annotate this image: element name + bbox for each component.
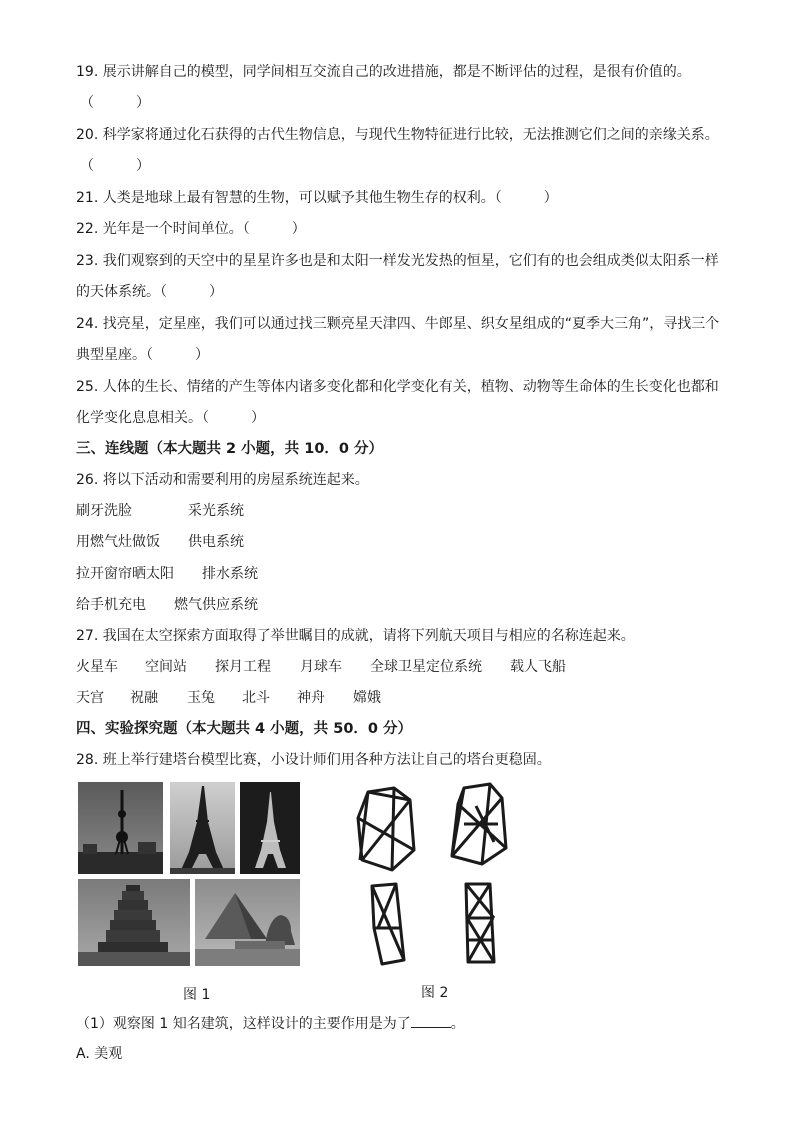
q26-activity: 给手机充电 [76,597,146,613]
q27-names-row [76,688,381,708]
q27-project: 月球车 [300,659,342,675]
section-3-heading: 三、连线题（本大题共 2 小题，共 10．0 分） [76,441,384,457]
question-21: 21. 人类是地球上最有智慧的生物，可以赋予其他生物生存的权利。（ ） [76,190,558,206]
q27-name: 嫦娥 [353,690,381,706]
q26-pair-row [76,564,258,584]
q27-project: 载人飞船 [510,659,566,675]
q27-name: 北斗 [242,690,270,706]
q27-name: 祝融 [130,690,158,706]
photo-tower-night [240,782,300,874]
q27-project: 全球卫星定位系统 [370,659,482,675]
photo-pagoda [78,879,190,966]
photo-eiffel-tower [170,782,235,874]
q26-activity: 用燃气灶做饭 [76,534,160,550]
question-19-answer-paren: （ ） [80,95,150,111]
q26-activity: 刷牙洗脸 [76,503,132,519]
figure-2-caption: 图 2 [421,985,449,1001]
q27-project: 火星车 [76,659,118,675]
figure-2-tower-frames [348,778,518,968]
q28-sub1-end: 。 [450,1016,465,1032]
q26-system: 供电系统 [188,534,244,550]
question-24: 24. 找亮星，定星座，我们可以通过找三颗亮星天津四、牛郎星、织女星组成的“夏季大三角”，寻找三个 [76,316,720,332]
photo-pyramid-sphinx [195,879,300,966]
q27-name: 神舟 [297,690,325,706]
answer-blank[interactable] [411,1013,451,1028]
q26-system: 燃气供应系统 [174,597,258,613]
question-23: 23. 我们观察到的天空中的星星许多也是和太阳一样发光发热的恒星，它们有的也会组成类似太阳系一样 [76,253,719,269]
q26-pair-row [76,501,244,521]
q26-pair-row [76,595,258,615]
question-25-continued: 化学变化息息相关。（ ） [76,410,265,426]
question-22: 22. 光年是一个时间单位。（ ） [76,221,306,237]
figure-1-caption: 图 1 [183,987,211,1003]
q27-name: 玉兔 [187,690,215,706]
q27-project: 探月工程 [215,659,271,675]
q26-system: 采光系统 [188,503,244,519]
q26-pair-row [76,532,244,552]
question-25: 25. 人体的生长、情绪的产生等体内诸多变化都和化学变化有关，植物、动物等生命体的生长变化也都和 [76,379,719,395]
photo-tv-tower [78,782,163,874]
q27-project: 空间站 [145,659,187,675]
question-20-answer-paren: （ ） [80,158,150,174]
question-28: 28. 班上举行建塔台模型比赛，小设计师们用各种方法让自己的塔台更稳固。 [76,752,551,768]
question-24-continued: 典型星座。（ ） [76,347,209,363]
question-20: 20. 科学家将通过化石获得的古代生物信息，与现代生物特征进行比较，无法推测它们之间的亲缘关系。 [76,127,719,143]
figure-1-photos [78,782,300,966]
question-27: 27. 我国在太空探索方面取得了举世瞩目的成就，请将下列航天项目与相应的名称连起来。 [76,628,635,644]
question-23-continued: 的天体系统。（ ） [76,284,223,300]
q27-projects-row [76,657,566,677]
q27-name: 天宫 [76,690,104,706]
question-28-part-1 [76,1013,465,1034]
option-a[interactable]: A. 美观 [76,1046,123,1062]
q26-system: 排水系统 [202,566,258,582]
q28-sub1-text: （1）观察图 1 知名建筑，这样设计的主要作用是为了 [76,1016,411,1032]
question-26: 26. 将以下活动和需要利用的房屋系统连起来。 [76,472,369,488]
q26-activity: 拉开窗帘晒太阳 [76,566,174,582]
question-19: 19. 展示讲解自己的模型，同学间相互交流自己的改进措施，都是不断评估的过程，是很有价值的。 [76,64,691,80]
section-4-heading: 四、实验探究题（本大题共 4 小题，共 50．0 分） [76,721,413,737]
